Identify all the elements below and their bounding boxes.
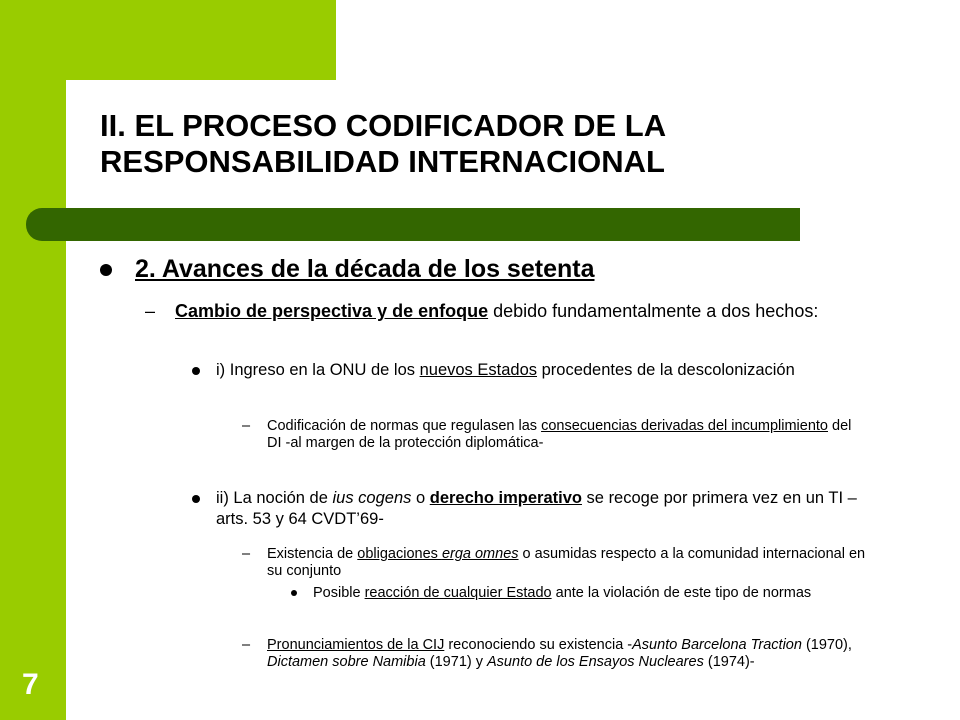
item-ii-post: se recoge por primera vez en un TI – arts. 53 y 64 CVDT’69- — [216, 489, 857, 528]
case-barcelona-traction: Asunto Barcelona Traction — [632, 637, 802, 653]
case-nuclear-tests: Asunto de los Ensayos Nucleares — [487, 654, 704, 670]
item-ii-bullet-underlined: reacción de cualquier Estado — [364, 585, 552, 601]
item-i-sub-post: del DI -al margen de la protección diplomática- — [267, 418, 852, 451]
title-divider-band — [26, 208, 800, 241]
slide-number: 7 — [22, 668, 39, 701]
item-ii-pre: ii) La noción de — [216, 489, 333, 507]
list-item-i-sub — [242, 418, 867, 452]
item-ii-bullet-pre: Posible — [313, 585, 365, 601]
item-ii-sub2-underlined: Pronunciamientos de la CIJ — [267, 637, 445, 653]
item-ii-underlined: derecho imperativo — [429, 489, 582, 507]
list-item-ii-sub2 — [242, 637, 867, 671]
main-point-rest: debido fundamentalmente a dos hechos: — [488, 301, 819, 321]
item-ii-sub1-pre: Existencia de — [267, 546, 358, 562]
dash-marker: – — [145, 301, 156, 321]
main-point — [145, 300, 895, 322]
slide-title: II. EL PROCESO CODIFICADOR DE LA RESPONSABILIDAD INTERNACIONAL — [100, 108, 665, 179]
list-item-ii-sub1-bullet — [291, 585, 876, 602]
item-i-sub-pre: Codificación de normas que regulasen las — [267, 418, 542, 434]
list-item-i — [192, 360, 882, 381]
dash-marker: – — [242, 637, 251, 653]
bullet-icon — [100, 264, 112, 276]
year-1974: (1974)- — [703, 654, 755, 670]
item-i-sub-underlined: consecuencias derivadas del incumplimiento — [541, 418, 828, 434]
year-1971: (1971) y — [425, 654, 488, 670]
year-1970: (1970), — [801, 637, 852, 653]
bullet-icon — [192, 495, 200, 503]
item-i-underlined: nuevos Estados — [419, 361, 538, 379]
left-accent-bar — [0, 0, 66, 720]
top-accent-block — [66, 0, 336, 80]
item-i-post: procedentes de la descolonización — [537, 361, 795, 379]
item-ii-sub1-post: o asumidas respecto a la comunidad internacional en su conjunto — [267, 546, 866, 579]
section-heading-text: 2. Avances de la década de los setenta — [135, 255, 595, 283]
section-heading — [100, 252, 900, 286]
list-item-ii — [192, 488, 882, 530]
item-ii-sub1-underlined: obligaciones — [357, 546, 442, 562]
item-ii-bullet-post: ante la violación de este tipo de normas — [551, 585, 812, 601]
list-item-ii-sub1 — [242, 546, 867, 580]
dash-marker: – — [242, 418, 251, 434]
bullet-icon — [192, 367, 200, 375]
item-i-pre: i) Ingreso en la ONU de los — [216, 361, 420, 379]
bullet-icon — [291, 590, 297, 596]
main-point-underlined: Cambio de perspectiva y de enfoque — [175, 301, 489, 321]
item-ii-sub2-pre: reconociendo su existencia - — [444, 637, 633, 653]
dash-marker: – — [242, 546, 251, 562]
item-ii-italic: ius cogens — [332, 489, 412, 507]
item-ii-sub1-underlined-italic: erga omnes — [441, 546, 519, 562]
case-namibia: Dictamen sobre Namibia — [267, 654, 426, 670]
item-ii-mid: o — [411, 489, 430, 507]
